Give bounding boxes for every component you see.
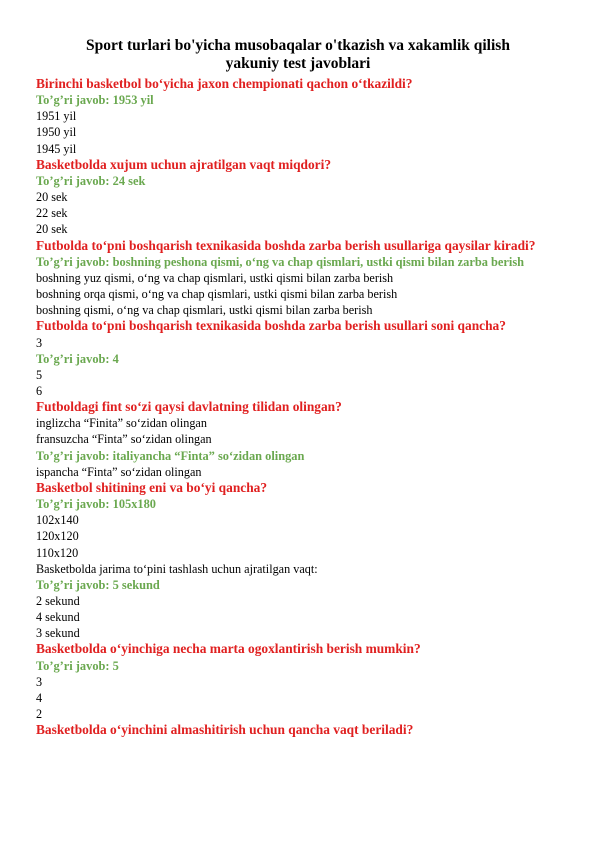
question-text: Futbolda to‘pni boshqarish texnikasida boshda zarba berish usullariga qaysilar kiradi?: [36, 237, 536, 253]
answer-option: 6: [36, 383, 43, 398]
answer-option: 102x140: [36, 513, 79, 528]
answer-option: boshning qismi, o‘ng va chap qismlari, ustki qismi bilan zarba berish: [36, 303, 373, 318]
question-text: Basketbol shitining eni va bo‘yi qancha?: [36, 479, 268, 495]
answer-option: 1950 yil: [36, 125, 77, 140]
answer-option: 20 sek: [36, 190, 68, 205]
answer-option: boshning yuz qismi, o‘ng va chap qismlari, ustki qismi bilan zarba berish: [36, 270, 394, 285]
answer-option: 5: [36, 367, 43, 382]
answer-option: 22 sek: [36, 206, 68, 221]
question-text: Birinchi basketbol bo‘yicha jaxon chempionati qachon o‘tkazildi?: [36, 76, 413, 91]
answer-option: ispancha “Finta” so‘zidan olingan: [36, 464, 202, 479]
answer-option: 3 sekund: [36, 626, 80, 641]
answer-option: 2: [36, 707, 43, 722]
question-text: Basketbolda o‘yinchiga necha marta ogoxlantirish berish mumkin?: [36, 641, 421, 657]
answer-option: 4 sekund: [36, 610, 80, 625]
title-line-2: yakuniy test javoblari: [225, 55, 371, 72]
answer-option: 110x120: [36, 545, 79, 560]
correct-answer: To’g’ri javob: 1953 yil: [36, 93, 154, 108]
correct-answer: To’g’ri javob: 5: [36, 658, 119, 673]
answer-option: 120x120: [36, 529, 79, 544]
correct-answer: To’g’ri javob: 5 sekund: [36, 577, 160, 592]
answer-option: Basketbolda jarima to‘pini tashlash uchun ajratilgan vaqt:: [36, 561, 318, 576]
question-list: [36, 76, 566, 738]
question-text: Basketbolda o‘yinchini almashitirish uchun qancha vaqt beriladi?: [36, 722, 414, 738]
question-text: Futbolda to‘pni boshqarish texnikasida boshda zarba berish usullari soni qancha?: [36, 318, 506, 334]
question-text: Futboldagi fint so‘zi qaysi davlatning tilidan olingan?: [36, 399, 342, 415]
answer-option: fransuzcha “Finta” so‘zidan olingan: [36, 432, 212, 447]
answer-option: boshning orqa qismi, o‘ng va chap qismlari, ustki qismi bilan zarba berish: [36, 287, 398, 302]
correct-answer: To’g’ri javob: 4: [36, 351, 119, 366]
answer-option: 2 sekund: [36, 594, 80, 608]
title-line-1: Sport turlari bo'yicha musobaqalar o'tkazish va xakamlik qilish: [86, 37, 510, 54]
page-title: [40, 37, 556, 73]
answer-option: 3: [36, 674, 43, 689]
answer-option: 3: [36, 335, 43, 350]
correct-answer: To’g’ri javob: boshning peshona qismi, o‘ng va chap qismlari, ustki qismi bilan zarba berish: [36, 254, 525, 269]
answer-option: 4: [36, 690, 43, 705]
question-text: Basketbolda xujum uchun ajratilgan vaqt miqdori?: [36, 156, 332, 172]
correct-answer: To’g’ri javob: 24 sek: [36, 173, 146, 188]
correct-answer: To’g’ri javob: 105x180: [36, 497, 157, 512]
answer-option: 20 sek: [36, 222, 68, 237]
correct-answer: To’g’ri javob: italiyancha “Finta” so‘zidan olingan: [36, 448, 305, 463]
answer-option: 1945 yil: [36, 141, 77, 156]
answer-option: inglizcha “Finita” so‘zidan olingan: [36, 416, 207, 431]
answer-option: 1951 yil: [36, 109, 77, 124]
